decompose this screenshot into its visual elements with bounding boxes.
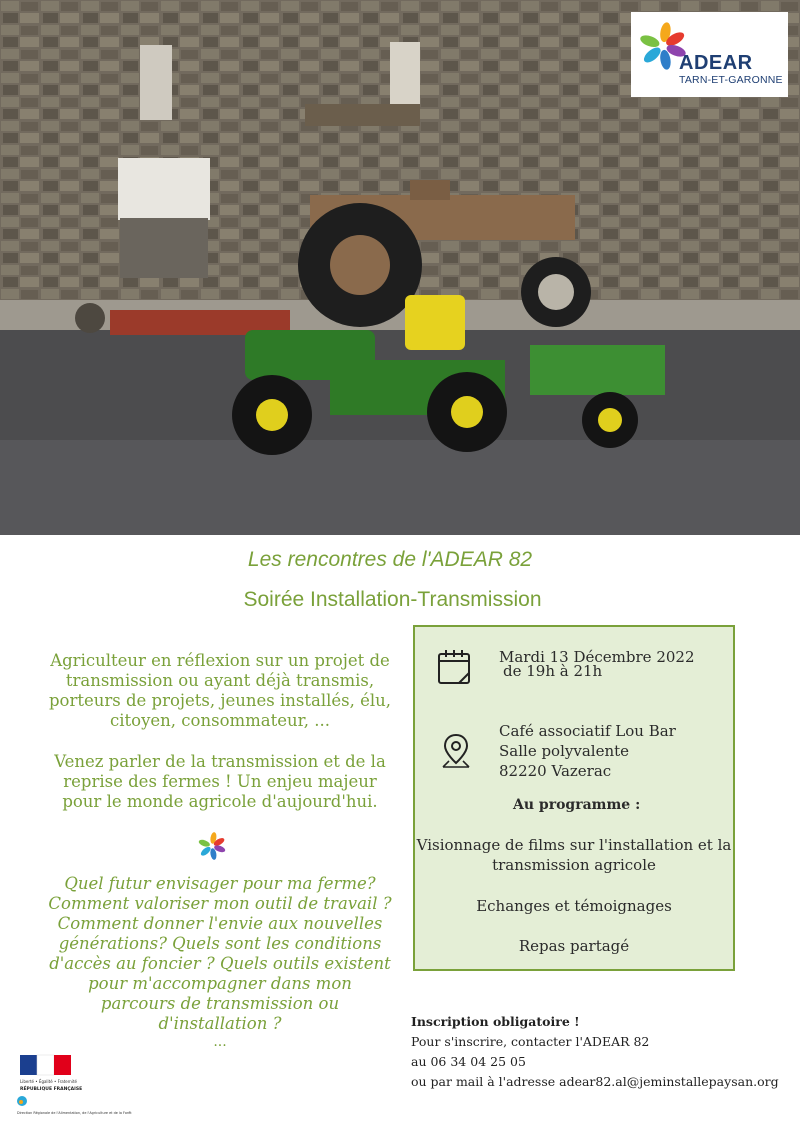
question-line: d'accès au foncier ? Quels outils existent	[49, 954, 391, 973]
question-line: Quel futur envisager pour ma ferme?	[64, 874, 376, 893]
question-line: Comment valoriser mon outil de travail ?	[48, 894, 392, 913]
question-line: générations? Quels sont les conditions	[58, 934, 382, 953]
registration-contact: Pour s'inscrire, contacter l'ADEAR 82	[411, 1034, 650, 1049]
question-line: parcours de transmission ou	[100, 994, 340, 1013]
republique-francaise-logo	[18, 1053, 83, 1097]
draaf-logo	[15, 1093, 132, 1123]
flower-icon	[198, 832, 226, 860]
intro-line: citoyen, consommateur, ...	[110, 711, 330, 730]
logo-name: ADEAR	[679, 52, 753, 74]
program-item: Echanges et témoignages	[476, 897, 672, 915]
marianne-name: RÉPUBLIQUE FRANÇAISE	[20, 1087, 83, 1092]
event-date: Mardi 13 Décembre 2022	[499, 648, 695, 666]
question-line: d'installation ?	[158, 1014, 282, 1033]
question-line: pour m'accompagner dans mon	[88, 974, 352, 993]
venue-town: 82220 Vazerac	[499, 762, 612, 780]
ministry-name: Direction Régionale de l'Alimentation, de l'Agriculture et de la Forêt	[17, 1111, 132, 1115]
intro-line: Agriculteur en réflexion sur un projet de	[50, 651, 390, 670]
event-time: de 19h à 21h	[503, 662, 603, 680]
event-info-box	[413, 625, 735, 971]
question-line: Comment donner l'envie aux nouvelles	[57, 914, 383, 933]
registration-required: Inscription obligatoire !	[411, 1014, 580, 1029]
venue-name: Café associatif Lou Bar	[499, 722, 676, 740]
intro-paragraph	[30, 651, 410, 731]
event-title: Soirée Installation-Transmission	[243, 588, 542, 611]
invite-line: pour le monde agricole d'aujourd'hui.	[62, 792, 378, 811]
questions-ellipsis: ...	[213, 1034, 227, 1050]
adear-logo	[631, 12, 788, 97]
program-item: Visionnage de films sur l'installation et la	[416, 836, 732, 854]
invite-paragraph	[30, 752, 410, 812]
logo-subtitle: TARN-ET-GARONNE	[679, 74, 783, 86]
marianne-motto: Liberté • Égalité • Fraternité	[20, 1079, 77, 1084]
invite-line: reprise des fermes ! Un enjeu majeur	[63, 772, 377, 791]
location-pin-icon	[441, 733, 471, 769]
venue-room: Salle polyvalente	[499, 742, 630, 760]
invite-line: Venez parler de la transmission et de la	[54, 752, 386, 771]
intro-line: transmission ou ayant déjà transmis,	[65, 671, 375, 690]
series-title: Les rencontres de l'ADEAR 82	[247, 548, 533, 571]
calendar-icon	[437, 649, 471, 685]
program-item: Repas partagé	[518, 937, 630, 955]
registration-phone: au 06 34 04 25 05	[411, 1054, 526, 1069]
program-heading: Au programme :	[513, 797, 641, 813]
questions-paragraph	[30, 874, 410, 1034]
intro-line: porteurs de projets, jeunes installés, élu,	[48, 691, 392, 710]
registration-email[interactable]: ou par mail à l'adresse adear82.al@jeminstallepaysan.org	[411, 1074, 779, 1089]
program-item: transmission agricole	[492, 856, 656, 874]
